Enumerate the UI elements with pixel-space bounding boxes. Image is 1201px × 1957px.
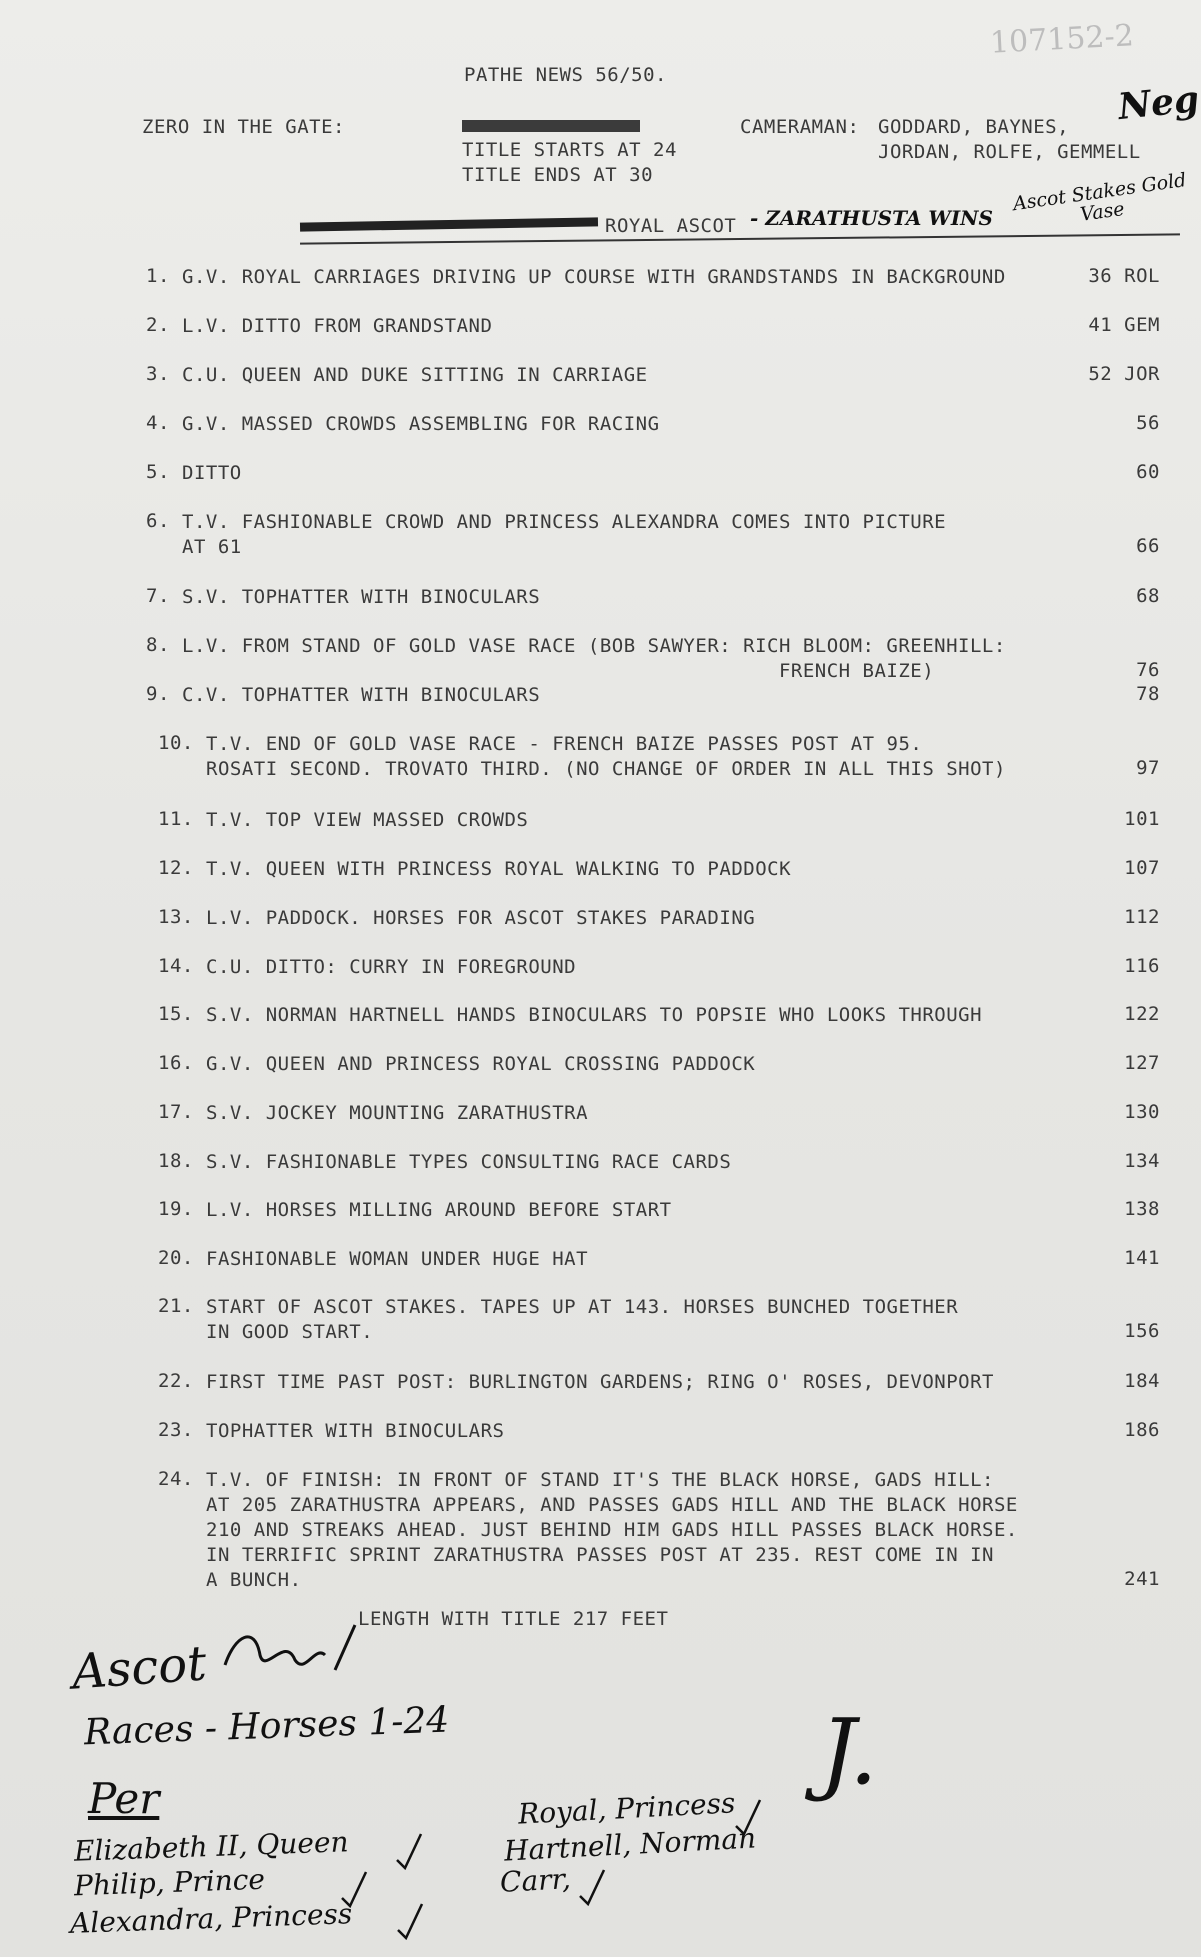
people-right-3: Carr,	[499, 1862, 572, 1899]
people-left-2: Philip, Prince	[73, 1862, 266, 1903]
cameraman-label: CAMERAMAN:	[740, 116, 860, 138]
handwritten-per: Per	[88, 1774, 160, 1823]
shot-description	[206, 1003, 982, 1028]
struck-out-text	[462, 120, 640, 132]
shot-description-line: T.V. OF FINISH: IN FRONT OF STAND IT'S THE BLACK HORSE, GADS HILL:	[206, 1469, 994, 1491]
shot-footage: 134	[1124, 1150, 1160, 1172]
shot-number: 6.	[146, 510, 170, 532]
shot-description	[182, 683, 540, 708]
shot-description-line: START OF ASCOT STAKES. TAPES UP AT 143. HORSES BUNCHED TOGETHER	[206, 1296, 959, 1318]
shot-description	[206, 955, 576, 980]
shot-number: 3.	[146, 363, 170, 385]
shot-footage: 127	[1124, 1052, 1160, 1074]
shot-footage: 56	[1136, 412, 1160, 434]
shot-description-line: ROSATI SECOND. TROVATO THIRD. (NO CHANGE OF ORDER IN ALL THIS SHOT)	[206, 758, 1006, 780]
shot-description-line: S.V. JOCKEY MOUNTING ZARATHUSTRA	[206, 1102, 589, 1124]
shot-description	[206, 1052, 755, 1077]
shot-footage: 186	[1124, 1419, 1160, 1441]
newsreel-title: PATHE NEWS 56/50.	[464, 64, 667, 86]
people-left-1: Elizabeth II, Queen	[73, 1825, 350, 1868]
shot-description-line: FASHIONABLE WOMAN UNDER HUGE HAT	[206, 1248, 589, 1270]
shot-description	[182, 461, 242, 486]
shot-description-line: L.V. HORSES MILLING AROUND BEFORE START	[206, 1199, 672, 1221]
shot-description-line: A BUNCH.	[206, 1569, 302, 1591]
shot-description-line: T.V. TOP VIEW MASSED CROWDS	[206, 809, 529, 831]
title-end-line: TITLE ENDS AT 30	[462, 164, 654, 186]
shot-description	[182, 585, 540, 610]
shot-description-line: L.V. PADDOCK. HORSES FOR ASCOT STAKES PARADING	[206, 907, 756, 929]
people-left-3: Alexandra, Princess	[69, 1897, 353, 1940]
cameramen-names-2: JORDAN, ROLFE, GEMMELL	[878, 141, 1141, 163]
cameramen-names-1: GODDARD, BAYNES,	[878, 116, 1070, 138]
shot-number: 14.	[158, 955, 194, 977]
shot-footage: 116	[1124, 955, 1160, 977]
checkmark-icon	[734, 1796, 764, 1836]
shot-number: 13.	[158, 906, 194, 928]
shot-description-line: C.U. DITTO: CURRY IN FOREGROUND	[206, 956, 577, 978]
shot-footage: 52 JOR	[1088, 363, 1160, 385]
shot-footage: 41 GEM	[1088, 314, 1160, 336]
shot-footage: 78	[1136, 683, 1160, 705]
shot-description-line: IN TERRIFIC SPRINT ZARATHUSTRA PASSES POST AT 235. REST COME IN IN	[206, 1544, 994, 1566]
handwritten-ascot: Ascot	[70, 1635, 209, 1701]
shot-footage: 156	[1124, 1320, 1160, 1342]
shot-description	[206, 1247, 588, 1272]
shot-description	[206, 1150, 731, 1175]
shot-number: 7.	[146, 585, 170, 607]
checkmark-icon	[578, 1866, 608, 1906]
shot-description	[206, 1419, 504, 1444]
story-title-scribble	[300, 217, 598, 231]
shot-number: 8.	[146, 634, 170, 656]
shot-description-line: G.V. ROYAL CARRIAGES DRIVING UP COURSE WITH GRANDSTANDS IN BACKGROUND	[182, 266, 1006, 288]
shot-description	[206, 732, 1006, 782]
shot-footage: 141	[1124, 1247, 1160, 1269]
corner-reference-number: 107152-2	[989, 18, 1135, 61]
shot-description-line: 210 AND STREAKS AHEAD. JUST BEHIND HIM GADS HILL PASSES BLACK HORSE.	[206, 1519, 1018, 1541]
shot-description-line: G.V. MASSED CROWDS ASSEMBLING FOR RACING	[182, 413, 660, 435]
shot-footage: 241	[1124, 1568, 1160, 1590]
shot-description	[206, 1295, 958, 1345]
shot-number: 1.	[146, 265, 170, 287]
shot-description	[182, 510, 946, 560]
shot-footage: 107	[1124, 857, 1160, 879]
shot-description	[206, 906, 755, 931]
shot-footage: 97	[1136, 757, 1160, 779]
length-line: LENGTH WITH TITLE 217 FEET	[358, 1608, 669, 1630]
neg-mark: Neg	[1116, 77, 1201, 129]
shot-description-line: T.V. FASHIONABLE CROWD AND PRINCESS ALEXANDRA COMES INTO PICTURE	[182, 511, 947, 533]
story-title-note: Ascot Stakes Gold Vase	[1011, 169, 1188, 226]
shot-number: 20.	[158, 1247, 194, 1269]
shot-footage: 122	[1124, 1003, 1160, 1025]
shot-description-line: AT 61	[182, 536, 242, 558]
story-title-handwritten: - ZARATHUSTA WINS	[750, 206, 993, 230]
shot-description	[182, 634, 1006, 684]
shot-description-line: T.V. END OF GOLD VASE RACE - FRENCH BAIZE PASSES POST AT 95.	[206, 733, 923, 755]
shot-description-line: S.V. NORMAN HARTNELL HANDS BINOCULARS TO POPSIE WHO LOOKS THROUGH	[206, 1004, 983, 1026]
shot-number: 2.	[146, 314, 170, 336]
shot-description	[182, 412, 660, 437]
handwritten-races: Races - Horses 1-24	[83, 1699, 450, 1754]
shot-description	[182, 363, 648, 388]
shot-number: 11.	[158, 808, 194, 830]
shot-description-line: L.V. FROM STAND OF GOLD VASE RACE (BOB SAWYER: RICH BLOOM: GREENHILL:	[182, 635, 1006, 657]
story-title-typed: ROYAL ASCOT	[605, 215, 737, 237]
shot-footage: 101	[1124, 808, 1160, 830]
handwritten-initial: J.	[820, 1700, 878, 1805]
people-right-2: Hartnell, Norman	[503, 1821, 757, 1868]
zero-in-gate-label: ZERO IN THE GATE:	[142, 116, 345, 138]
shot-number: 5.	[146, 461, 170, 483]
shot-number: 12.	[158, 857, 194, 879]
shot-number: 10.	[158, 732, 194, 754]
shot-footage: 184	[1124, 1370, 1160, 1392]
shot-description-line: TOPHATTER WITH BINOCULARS	[206, 1420, 505, 1442]
shot-description	[206, 1101, 588, 1126]
shot-number: 17.	[158, 1101, 194, 1123]
people-right-1: Royal, Princess	[517, 1786, 737, 1831]
shot-description-line: S.V. TOPHATTER WITH BINOCULARS	[182, 586, 541, 608]
shot-description-line: L.V. DITTO FROM GRANDSTAND	[182, 315, 493, 337]
shot-footage: 66	[1136, 535, 1160, 557]
shot-number: 18.	[158, 1150, 194, 1172]
handwritten-scribble	[215, 1615, 365, 1685]
shot-footage: 36 ROL	[1088, 265, 1160, 287]
shot-footage: 138	[1124, 1198, 1160, 1220]
shot-number: 22.	[158, 1370, 194, 1392]
shot-description	[182, 265, 1006, 290]
shot-footage: 112	[1124, 906, 1160, 928]
shot-number: 21.	[158, 1295, 194, 1317]
shot-description-line: S.V. FASHIONABLE TYPES CONSULTING RACE CARDS	[206, 1151, 732, 1173]
checkmark-icon	[340, 1868, 370, 1908]
shot-number: 9.	[146, 683, 170, 705]
shot-description-line: C.U. QUEEN AND DUKE SITTING IN CARRIAGE	[182, 364, 648, 386]
shot-description-line: IN GOOD START.	[206, 1321, 374, 1343]
shot-description	[206, 1370, 994, 1395]
shot-footage: 60	[1136, 461, 1160, 483]
shot-footage: 76	[1136, 659, 1160, 681]
shot-description-line: T.V. QUEEN WITH PRINCESS ROYAL WALKING TO PADDOCK	[206, 858, 792, 880]
shot-description-line: AT 205 ZARATHUSTRA APPEARS, AND PASSES GADS HILL AND THE BLACK HORSE	[206, 1494, 1018, 1516]
shot-description	[206, 808, 528, 833]
shot-number: 4.	[146, 412, 170, 434]
shot-description-line: G.V. QUEEN AND PRINCESS ROYAL CROSSING PADDOCK	[206, 1053, 756, 1075]
shot-description-line: DITTO	[182, 462, 242, 484]
shot-footage: 68	[1136, 585, 1160, 607]
shot-number: 16.	[158, 1052, 194, 1074]
shot-description	[206, 857, 791, 882]
shot-footage: 130	[1124, 1101, 1160, 1123]
shot-description	[206, 1198, 672, 1223]
shot-number: 23.	[158, 1419, 194, 1441]
shot-description-line: C.V. TOPHATTER WITH BINOCULARS	[182, 684, 541, 706]
checkmark-icon	[395, 1830, 425, 1870]
shot-number: 19.	[158, 1198, 194, 1220]
shot-description-line: FIRST TIME PAST POST: BURLINGTON GARDENS; RING O' ROSES, DEVONPORT	[206, 1371, 994, 1393]
shot-number: 15.	[158, 1003, 194, 1025]
shot-description	[206, 1468, 1018, 1593]
shot-number: 24.	[158, 1468, 194, 1490]
checkmark-icon	[396, 1900, 426, 1940]
shot-description-line: FRENCH BAIZE)	[182, 660, 935, 682]
title-start-line: TITLE STARTS AT 24	[462, 139, 677, 161]
shot-description	[182, 314, 492, 339]
story-title-underline	[300, 233, 1180, 244]
